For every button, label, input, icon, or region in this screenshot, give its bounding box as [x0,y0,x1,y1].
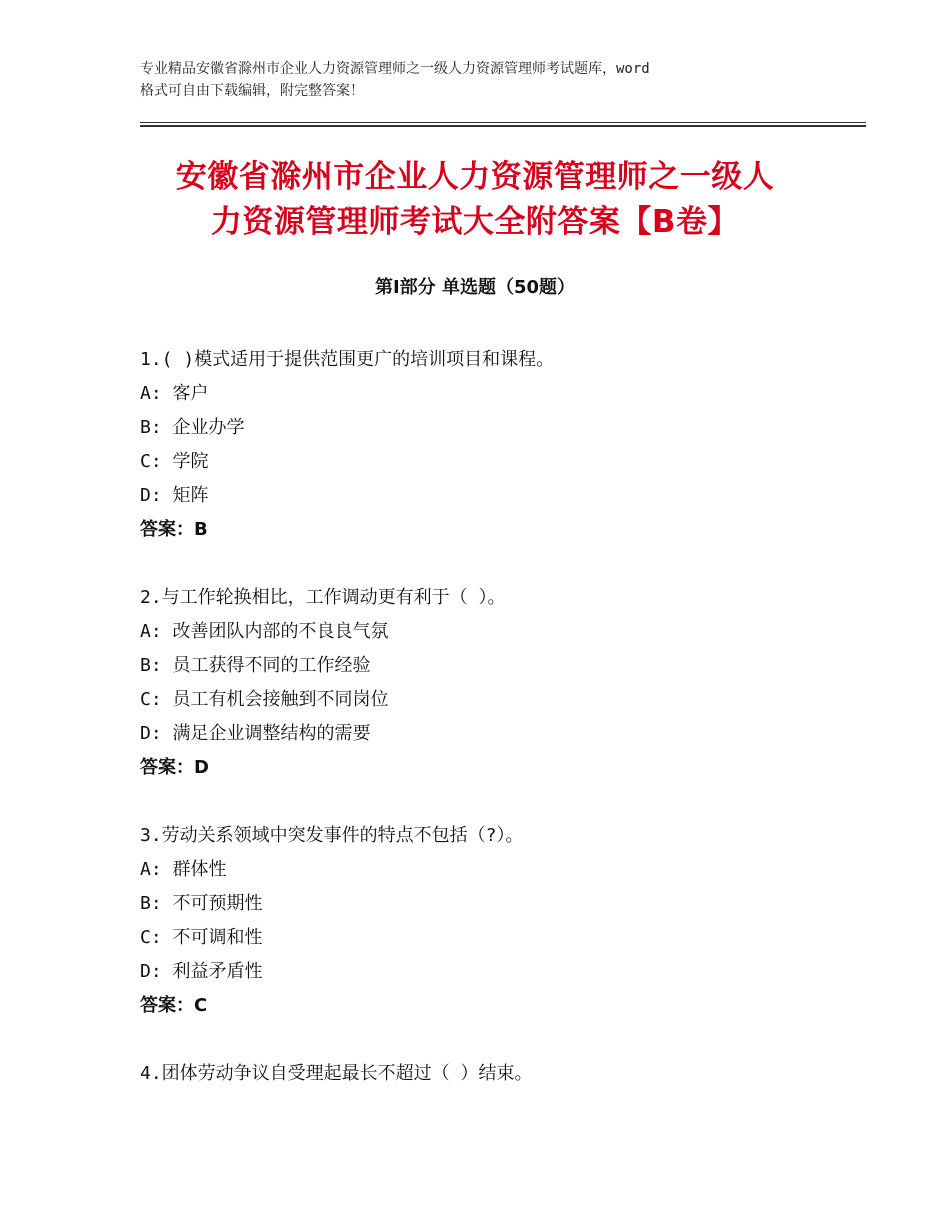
question-stem: 4.团体劳动争议自受理起最长不超过（ ）结束。 [140,1063,533,1084]
option-c: C: 学院 [140,451,209,472]
document-title-line-1: 安徽省滁州市企业人力资源管理师之一级人 [175,159,775,195]
option-c: C: 员工有机会接触到不同岗位 [140,689,389,710]
question-3 [140,819,870,1023]
option-d: D: 利益矛盾性 [140,961,263,982]
document-title-line-2: 力资源管理师考试大全附答案【B卷】 [210,204,740,240]
answer: 答案：D [140,757,209,778]
option-d: D: 矩阵 [140,485,209,506]
option-b: B: 企业办学 [140,417,245,438]
option-d: D: 满足企业调整结构的需要 [140,723,371,744]
question-stem: 2.与工作轮换相比，工作调动更有利于（ ）。 [140,587,506,608]
option-a: A: 改善团队内部的不良良气氛 [140,621,389,642]
option-b: B: 不可预期性 [140,893,263,914]
header-note-line-2: 格式可自由下载编辑，附完整答案！ [140,83,364,99]
option-b: B: 员工获得不同的工作经验 [140,655,371,676]
document-title [100,155,850,245]
answer: 答案：C [140,995,208,1016]
option-c: C: 不可调和性 [140,927,263,948]
header-note [140,58,840,102]
question-4 [140,1057,870,1091]
option-a: A: 客户 [140,383,209,404]
question-1 [140,343,870,547]
question-list [140,343,870,1125]
answer: 答案：B [140,519,208,540]
question-2 [140,581,870,785]
section-heading: 第Ⅰ部分 单选题（50题） [374,277,575,298]
header-divider-thin [140,122,866,123]
header-divider-thick [140,125,866,127]
question-stem: 3.劳动关系领域中突发事件的特点不包括（?）。 [140,825,524,846]
option-a: A: 群体性 [140,859,227,880]
header-note-line-1: 专业精品安徽省滁州市企业人力资源管理师之一级人力资源管理师考试题库，word [140,61,650,77]
question-stem: 1.( )模式适用于提供范围更广的培训项目和课程。 [140,349,555,370]
